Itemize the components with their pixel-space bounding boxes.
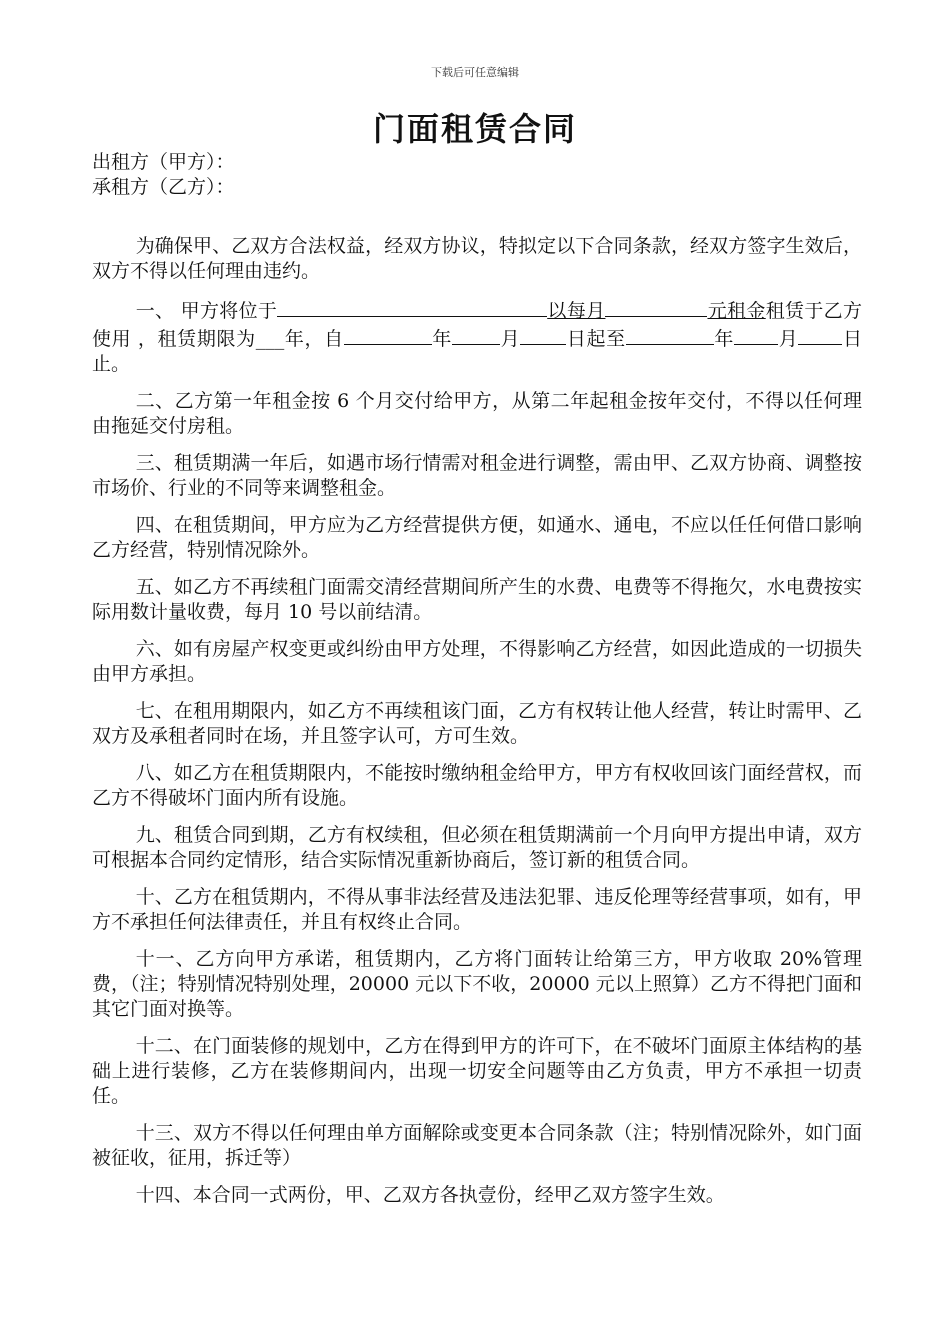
- clause-10: 十、乙方在租赁期内，不得从事非法经营及违法犯罪、违反伦理等经营事项，如有，甲方不承担任何法律责任，并且有权终止合同。: [92, 886, 862, 933]
- end-year-blank: [626, 324, 714, 345]
- clause-3: 三、租赁期满一年后，如遇市场行情需对租金进行调整，需由甲、乙双方协商、调整按市场价、行业的不同等来调整租金。: [92, 452, 862, 499]
- document-title: 门面租赁合同: [372, 110, 577, 148]
- header-note: 下载后可任意编辑: [431, 66, 519, 79]
- end-day-blank: [798, 324, 842, 345]
- start-year-blank: [344, 324, 432, 345]
- clause-8: 八、如乙方在租赁期限内，不能按时缴纳租金给甲方，甲方有权收回该门面经营权，而乙方不得破坏门面内所有设施。: [92, 762, 862, 809]
- clause-1-part: 元租金: [707, 300, 766, 322]
- clause-6: 六、如有房屋产权变更或纠纷由甲方处理，不得影响乙方经营，如因此造成的一切损失由甲方承担。: [92, 638, 862, 685]
- clause-12: 十二、在门面装修的规划中，乙方在得到甲方的许可下，在不破坏门面原主体结构的基础上进行装修，乙方在装修期间内，出现一切安全问题等由乙方负责，甲方不承担一切责任。: [92, 1035, 862, 1107]
- clause-2: 二、乙方第一年租金按 6 个月交付给甲方，从第二年起租金按年交付，不得以任何理由拖延交付房租。: [92, 390, 862, 437]
- start-day-blank: [520, 324, 566, 345]
- clause-1-part: 日起至: [566, 328, 626, 350]
- clause-1-part: 年: [431, 328, 452, 350]
- clause-7: 七、在租用期限内，如乙方不再续租该门面，乙方有权转让他人经营，转让时需甲、乙双方及承租者同时在场，并且签字认可，方可生效。: [92, 700, 862, 747]
- lessee-label: 承租方（乙方）：: [92, 176, 235, 198]
- monthly-rent-blank: [605, 296, 707, 317]
- clause-1-part: 一、 甲方将位于: [135, 300, 278, 322]
- clause-1-part: 租赁于乙方使用 ，租赁期限为___年，自: [92, 300, 862, 350]
- lessor-label: 出租方（甲方）：: [92, 151, 235, 173]
- clause-1-part: 以每月: [547, 300, 606, 322]
- clause-14: 十四、本合同一式两份，甲、乙双方各执壹份，经甲乙双方签字生效。: [135, 1184, 725, 1206]
- location-blank: [277, 296, 547, 317]
- clause-5: 五、如乙方不再续租门面需交清经营期间所产生的水费、电费等不得拖欠，水电费按实际用数计量收费，每月 10 号以前结清。: [92, 576, 862, 623]
- clause-1-part: 日止。: [92, 328, 862, 375]
- clause-1-part: 月: [500, 328, 521, 350]
- clause-1-part: 年: [713, 328, 735, 350]
- clause-1-part: 月: [778, 328, 799, 350]
- clause-4: 四、在租赁期间，甲方应为乙方经营提供方便，如通水、通电，不应以任任何借口影响乙方经营，特别情况除外。: [92, 514, 862, 561]
- clause-1: [92, 296, 862, 377]
- document-body: [92, 150, 862, 1208]
- intro-paragraph: 为确保甲、乙双方合法权益，经双方协议，特拟定以下合同条款，经双方签字生效后，双方不得以任何理由违约。: [92, 235, 862, 282]
- end-month-blank: [734, 324, 778, 345]
- clause-9: 九、租赁合同到期，乙方有权续租，但必须在租赁期满前一个月向甲方提出申请，双方可根据本合同约定情形，结合实际情况重新协商后，签订新的租赁合同。: [92, 824, 862, 871]
- clause-13: 十三、双方不得以任何理由单方面解除或变更本合同条款（注；特别情况除外，如门面被征收，征用，拆迁等）: [92, 1122, 862, 1169]
- start-month-blank: [452, 324, 500, 345]
- clause-11: 十一、乙方向甲方承诺，租赁期内，乙方将门面转让给第三方，甲方收取 20%管理费，（注；特别情况特别处理，20000 元以下不收，20000 元以上照算）乙方不得把门面和其它门面对换等。: [92, 948, 862, 1020]
